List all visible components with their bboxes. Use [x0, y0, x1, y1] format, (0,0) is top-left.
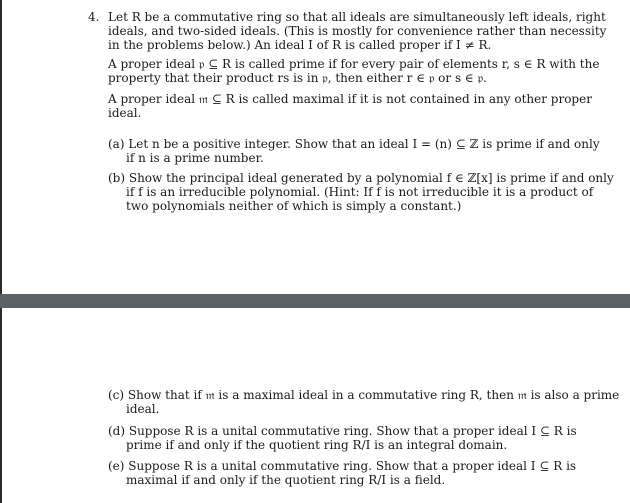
- part-c-line: (c) Show that if 𝔪 is a maximal ideal in a commutative ring R, then 𝔪 is also a prime: [108, 388, 620, 402]
- part-b-line: (b) Show the principal ideal generated by a polynomial f ∈ ℤ[x] is prime if and only: [108, 171, 614, 185]
- part-d-line: (d) Suppose R is a unital commutative ring. Show that a proper ideal I ⊆ R is: [108, 424, 577, 438]
- part-a-line: if n is a prime number.: [126, 151, 264, 165]
- part-e-line: (e) Suppose R is a unital commutative ring. Show that a proper ideal I ⊆ R is: [108, 459, 577, 473]
- prime-definition-line: property that their product rs is in 𝔭, then either r ∈ 𝔭 or s ∈ 𝔭.: [108, 71, 487, 85]
- part-b-line: if f is an irreducible polynomial. (Hint: If f is not irreducible it is a product of: [126, 185, 594, 199]
- left-edge-top: [0, 0, 2, 294]
- intro-line: Let R be a commutative ring so that all ideals are simultaneously left ideals, right: [108, 10, 606, 24]
- maximal-definition-line: ideal.: [108, 106, 142, 120]
- intro-line: ideals, and two-sided ideals. (This is mostly for convenience rather than necessity: [108, 24, 607, 38]
- page-divider: [0, 294, 630, 308]
- part-d-line: prime if and only if the quotient ring R/I is an integral domain.: [126, 438, 508, 452]
- intro-line: in the problems below.) An ideal I of R is called proper if I ≠ R.: [108, 38, 492, 52]
- prime-definition-line: A proper ideal 𝔭 ⊆ R is called prime if for every pair of elements r, s ∈ R with the: [108, 57, 600, 71]
- maximal-definition-line: A proper ideal 𝔪 ⊆ R is called maximal if it is not contained in any other proper: [108, 92, 592, 106]
- part-b-line: two polynomials neither of which is simply a constant.): [126, 199, 462, 213]
- part-c-line: ideal.: [126, 402, 160, 416]
- problem-number: 4.: [88, 10, 100, 24]
- left-edge-bottom: [0, 308, 2, 503]
- part-a-line: (a) Let n be a positive integer. Show that an ideal I = (n) ⊆ ℤ is prime if and only: [108, 137, 600, 151]
- part-e-line: maximal if and only if the quotient ring R/I is a field.: [126, 473, 446, 487]
